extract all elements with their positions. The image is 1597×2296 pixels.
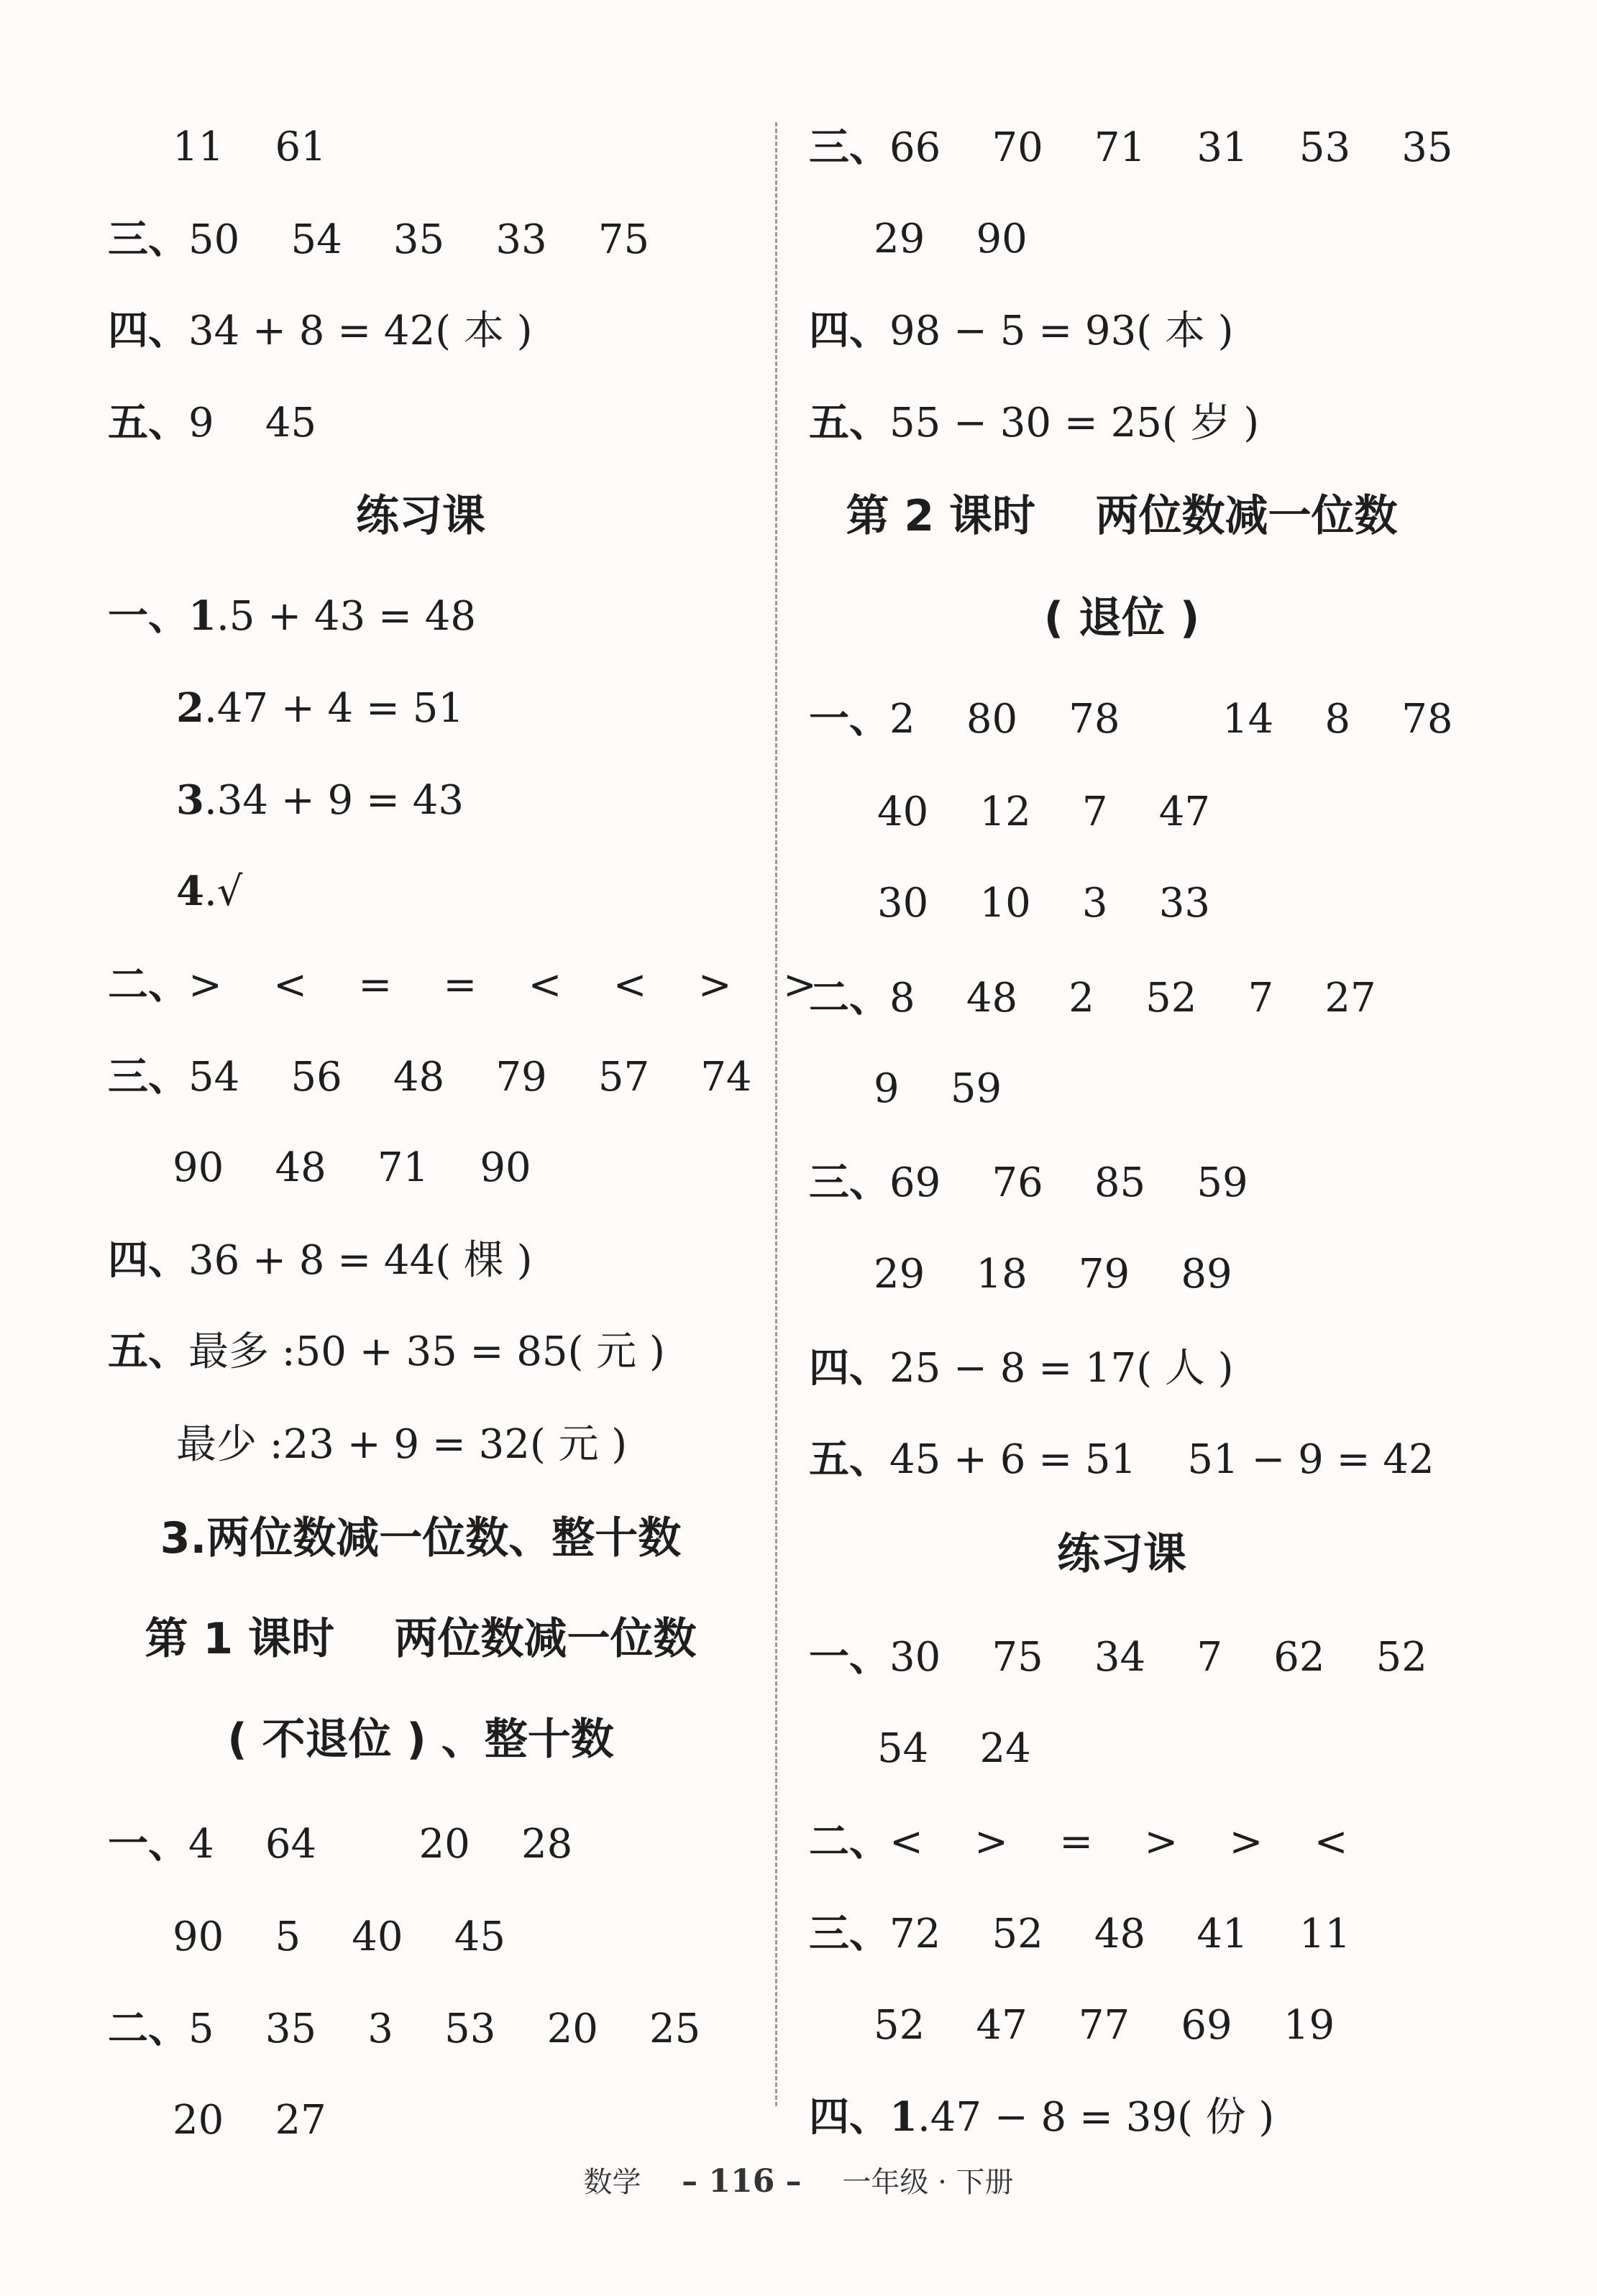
question-number: 五、 (809, 399, 889, 446)
answer-line (809, 1343, 1234, 1393)
answer-values: .34 + 9 = 43 (203, 777, 464, 824)
answer-line (809, 2092, 1274, 2142)
answer-values: 90 5 40 45 (173, 1914, 506, 1960)
answer-values: 90 48 71 90 (173, 1144, 531, 1191)
sub-question-number: 1 (889, 2093, 918, 2141)
column-divider (775, 122, 777, 2106)
section-heading: 练习课 (1057, 1529, 1186, 1579)
question-number: 四、 (809, 1344, 889, 1392)
answer-line (809, 306, 1234, 356)
answer-values: 2 80 78 14 8 78 (889, 696, 1453, 743)
answer-values: 20 27 (173, 2097, 326, 2144)
question-number: 一、 (108, 592, 188, 640)
question-number: 五、 (809, 1436, 889, 1483)
answer-values: .√ (203, 868, 243, 915)
answer-values: 30 75 34 7 62 52 (889, 1634, 1427, 1681)
section-heading: 练习课 (356, 491, 485, 541)
answer-values: 11 61 (173, 124, 326, 170)
answer-line (173, 122, 326, 173)
answer-line (108, 2003, 700, 2054)
answer-line (173, 1912, 505, 1962)
answer-line (108, 214, 649, 265)
answer-values: 29 90 (874, 216, 1028, 262)
question-number: 四、 (809, 2093, 889, 2141)
question-number: 二、 (108, 2005, 188, 2052)
question-number: 五、 (108, 399, 188, 446)
answer-values: 30 10 3 33 (877, 880, 1211, 927)
answer-line (108, 1819, 572, 1869)
question-number: 五、 (108, 1328, 188, 1375)
answer-line (809, 1157, 1248, 1208)
answer-values: 54 24 (877, 1725, 1031, 1772)
question-number: 二、 (108, 961, 188, 1009)
answer-line (176, 1420, 627, 1470)
question-number: 三、 (809, 1159, 889, 1206)
answer-line (809, 1817, 1348, 1867)
answer-values: 9 45 (188, 400, 317, 446)
answer-values: 69 76 85 59 (889, 1160, 1248, 1206)
answer-line (874, 1249, 1232, 1300)
sub-question-number: 4 (176, 868, 204, 915)
answer-line (176, 866, 242, 917)
answer-values: 54 56 48 79 57 74 (188, 1054, 752, 1101)
answer-line (874, 1064, 1002, 1114)
question-number: 三、 (809, 124, 889, 171)
answer-values: 34 + 8 = 42( 本 ) (188, 308, 533, 354)
answer-line (877, 878, 1210, 929)
question-number: 一、 (809, 1633, 889, 1681)
answer-values: 5 35 3 53 20 25 (188, 2006, 701, 2052)
answer-values: .5 + 43 = 48 (216, 593, 476, 640)
answer-values: 25 − 8 = 17( 人 ) (889, 1345, 1234, 1392)
page-footer (0, 2160, 1597, 2204)
answer-line (809, 1909, 1350, 1959)
answer-values: 最少 :23 + 9 = 32( 元 ) (176, 1421, 628, 1468)
answer-line (176, 683, 464, 733)
answer-line (108, 398, 316, 448)
answer-line (809, 694, 1453, 744)
answer-line (874, 2001, 1335, 2051)
question-number: 三、 (809, 1910, 889, 1957)
question-number: 二、 (809, 974, 889, 1021)
answer-line (809, 1632, 1427, 1682)
answer-values: 52 47 77 69 19 (874, 2002, 1335, 2049)
answer-values: 最多 :50 + 35 = 85( 元 ) (188, 1328, 665, 1375)
answer-values: 36 + 8 = 44( 棵 ) (188, 1237, 533, 1284)
answer-line (173, 1143, 531, 1193)
question-number: 一、 (108, 1820, 188, 1868)
section-heading: ( 退位 ) (1043, 593, 1200, 643)
answer-line (108, 960, 817, 1010)
answer-line (108, 591, 476, 641)
sub-question-number: 1 (188, 592, 216, 640)
section-heading: ( 不退位 ) 、整十数 (227, 1714, 614, 1765)
page-number: – 116 – (682, 2163, 802, 2200)
answer-line (874, 214, 1028, 265)
question-number: 四、 (108, 1236, 188, 1284)
answer-values: 40 12 7 47 (877, 789, 1211, 835)
answer-line (173, 2095, 326, 2146)
question-number: 一、 (809, 695, 889, 743)
answer-values: 4 64 20 28 (188, 1821, 573, 1868)
answer-line (809, 973, 1376, 1023)
answer-line (108, 306, 533, 356)
answer-values: 55 − 30 = 25( 岁 ) (889, 400, 1260, 446)
footer-subject: 数学 (583, 2166, 641, 2199)
section-heading: 3.两位数减一位数、整十数 (160, 1513, 682, 1563)
answer-values: 9 59 (874, 1065, 1002, 1112)
answer-line (108, 1052, 752, 1102)
sub-question-number: 3 (176, 776, 204, 824)
question-number: 四、 (809, 307, 889, 354)
question-number: 三、 (108, 1053, 188, 1101)
answer-values: < > = > > < (889, 1819, 1348, 1865)
section-heading: 第 2 课时 两位数减一位数 (846, 491, 1398, 541)
answer-values: 29 18 79 89 (874, 1251, 1232, 1298)
answer-line (108, 1326, 665, 1377)
answer-values: 98 − 5 = 93( 本 ) (889, 308, 1234, 354)
answer-line (877, 787, 1210, 837)
answer-values: .47 − 8 = 39( 份 ) (917, 2094, 1275, 2141)
footer-grade: 一年级 · 下册 (842, 2166, 1014, 2199)
answer-values: 66 70 71 31 53 35 (889, 124, 1453, 171)
section-heading: 第 1 课时 两位数减一位数 (145, 1614, 697, 1664)
question-number: 四、 (108, 307, 188, 354)
answer-line (108, 1235, 533, 1285)
answer-line (877, 1724, 1031, 1774)
answer-values: 8 48 2 52 7 27 (889, 975, 1376, 1021)
answer-line (809, 1434, 1434, 1484)
answer-values: .47 + 4 = 51 (203, 685, 464, 732)
answer-line (809, 122, 1453, 173)
answer-line (809, 398, 1259, 448)
question-number: 二、 (809, 1818, 889, 1865)
answer-values: 45 + 6 = 51 51 − 9 = 42 (889, 1436, 1434, 1483)
answer-values: 72 52 48 41 11 (889, 1911, 1351, 1957)
answer-values: > < = = < < > > (188, 962, 817, 1009)
answer-line (176, 775, 464, 825)
question-number: 三、 (108, 216, 188, 263)
answer-values: 50 54 35 33 75 (188, 216, 650, 263)
sub-question-number: 2 (176, 684, 204, 732)
